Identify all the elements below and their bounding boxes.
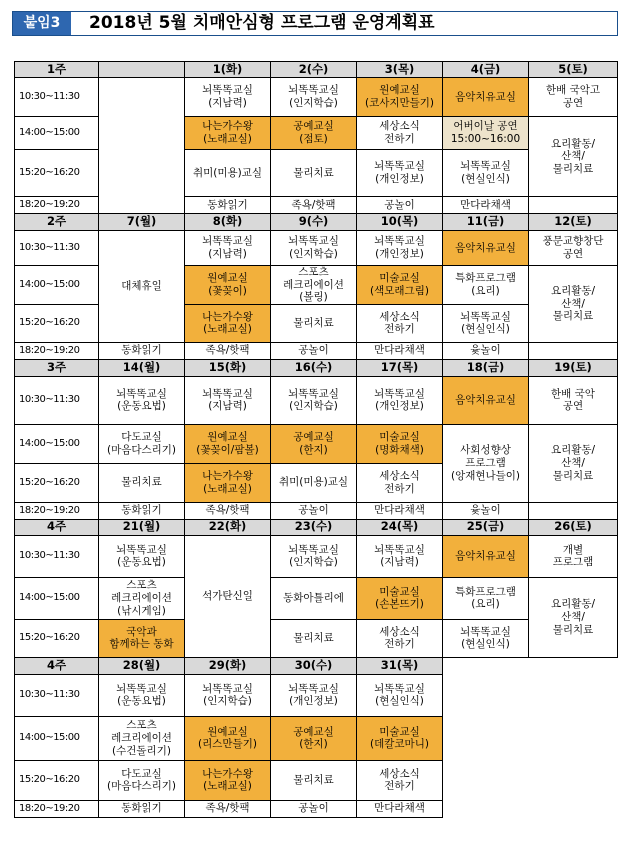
program-cell: 윷놀이 [443, 502, 529, 519]
program-cell: 족욕/핫팩 [271, 197, 357, 214]
holiday-cell: 대체휴일 [99, 231, 185, 343]
program-cell: 공예교실 (한지) [271, 424, 357, 463]
program-cell: 음악치유교실 [443, 376, 529, 424]
program-cell: 족욕/핫팩 [185, 502, 271, 519]
time-slot: 18:20~19:20 [15, 502, 99, 519]
program-cell: 공놀이 [271, 342, 357, 359]
week-label: 3주 [15, 359, 99, 376]
program-cell: 족욕/핫팩 [185, 800, 271, 817]
time-slot: 14:00~15:00 [15, 716, 99, 760]
time-slot: 10:30~11:30 [15, 78, 99, 117]
program-cell: 만다라채색 [357, 800, 443, 817]
holiday-cell: 석가탄신일 [185, 535, 271, 657]
day-header: 16(수) [271, 359, 357, 376]
program-cell: 뇌똑똑교실 (지남력) [357, 535, 443, 577]
program-cell: 뇌똑똑교실 (인지학습) [185, 674, 271, 716]
program-cell: 세상소식 전하기 [357, 117, 443, 150]
program-cell: 윷놀이 [443, 342, 529, 359]
day-header: 29(화) [185, 657, 271, 674]
program-cell: 원예교실 (리스만들기) [185, 716, 271, 760]
time-slot: 18:20~19:20 [15, 342, 99, 359]
title-bar [12, 11, 618, 36]
day-header: 9(수) [271, 214, 357, 231]
program-cell: 물리치료 [271, 150, 357, 197]
time-slot: 14:00~15:00 [15, 117, 99, 150]
day-header: 7(월) [99, 214, 185, 231]
program-cell: 만다라채색 [443, 197, 529, 214]
time-slot: 10:30~11:30 [15, 674, 99, 716]
program-cell: 뇌똑똑교실 (개인정보) [357, 150, 443, 197]
program-cell: 물리치료 [271, 619, 357, 657]
program-cell: 나는가수왕 (노래교실) [185, 117, 271, 150]
program-cell: 동화아틀리에 [271, 577, 357, 619]
program-cell: 음악치유교실 [443, 78, 529, 117]
program-cell: 나는가수왕 (노래교실) [185, 304, 271, 342]
day-header: 11(금) [443, 214, 529, 231]
program-cell: 원예교실 (꽃꽂이/팜볼) [185, 424, 271, 463]
program-cell: 세상소식 전하기 [357, 760, 443, 800]
program-cell: 동화읽기 [99, 800, 185, 817]
day-header: 17(목) [357, 359, 443, 376]
program-cell: 물리치료 [99, 463, 185, 502]
time-slot: 15:20~16:20 [15, 150, 99, 197]
program-cell: 뇌똑똑교실 (인지학습) [271, 535, 357, 577]
time-slot: 10:30~11:30 [15, 376, 99, 424]
program-cell: 요리활동/ 산책/ 물리치료 [529, 577, 618, 657]
program-cell: 풍문교향창단 공연 [529, 231, 618, 266]
time-slot: 10:30~11:30 [15, 535, 99, 577]
time-slot: 14:00~15:00 [15, 577, 99, 619]
time-slot: 15:20~16:20 [15, 760, 99, 800]
program-cell: 공놀이 [357, 197, 443, 214]
day-header: 5(토) [529, 62, 618, 78]
program-cell: 뇌똑똑교실 (운동요법) [99, 535, 185, 577]
program-cell: 나는가수왕 (노래교실) [185, 463, 271, 502]
week-label: 4주 [15, 657, 99, 674]
day-header: 24(목) [357, 519, 443, 535]
empty-cell [99, 78, 185, 214]
program-cell: 만다라채색 [357, 502, 443, 519]
time-slot: 15:20~16:20 [15, 304, 99, 342]
day-header: 2(수) [271, 62, 357, 78]
day-header: 1(화) [185, 62, 271, 78]
day-header: 25(금) [443, 519, 529, 535]
program-cell: 취미(미용)교실 [185, 150, 271, 197]
program-cell: 동화읽기 [185, 197, 271, 214]
program-cell: 뇌똑똑교실 (인지학습) [271, 376, 357, 424]
program-cell: 뇌똑똑교실 (현실인식) [443, 304, 529, 342]
program-cell: 미술교실 (색모래그림) [357, 266, 443, 305]
program-cell: 미술교실 (데칼코마니) [357, 716, 443, 760]
program-cell: 뇌똑똑교실 (지남력) [185, 78, 271, 117]
program-cell: 족욕/핫팩 [185, 342, 271, 359]
program-cell: 물리치료 [271, 304, 357, 342]
day-header: 3(목) [357, 62, 443, 78]
program-cell: 뇌똑똑교실 (인지학습) [271, 231, 357, 266]
program-cell: 세상소식 전하기 [357, 304, 443, 342]
program-cell: 취미(미용)교실 [271, 463, 357, 502]
program-cell: 한배 국악고 공연 [529, 78, 618, 117]
day-header: 18(금) [443, 359, 529, 376]
day-header: 30(수) [271, 657, 357, 674]
document-title: 2018년 5월 치매안심형 프로그램 운영계획표 [89, 13, 435, 33]
program-cell: 만다라채색 [357, 342, 443, 359]
time-slot: 14:00~15:00 [15, 424, 99, 463]
program-cell: 어버이날 공연 15:00~16:00 [443, 117, 529, 150]
program-cell: 물리치료 [271, 760, 357, 800]
program-cell: 스포츠 레크리에이션 (낚시게임) [99, 577, 185, 619]
time-slot: 10:30~11:30 [15, 231, 99, 266]
program-cell: 음악치유교실 [443, 231, 529, 266]
time-slot: 18:20~19:20 [15, 197, 99, 214]
time-slot: 14:00~15:00 [15, 266, 99, 305]
program-cell: 원예교실 (꽃꽂이) [185, 266, 271, 305]
day-header: 14(월) [99, 359, 185, 376]
day-header: 28(월) [99, 657, 185, 674]
program-cell: 공예교실 (점토) [271, 117, 357, 150]
week-label: 1주 [15, 62, 99, 78]
program-cell: 사회성향상 프로그램 (앙재현나들이) [443, 424, 529, 502]
program-cell: 공놀이 [271, 800, 357, 817]
program-cell: 나는가수왕 (노래교실) [185, 760, 271, 800]
day-header: 15(화) [185, 359, 271, 376]
program-cell: 국악과 함께하는 동화 [99, 619, 185, 657]
program-cell: 특화프로그램 (요리) [443, 266, 529, 305]
program-cell: 미술교실 (명화채색) [357, 424, 443, 463]
program-cell: 다도교실 (마음다스리기) [99, 760, 185, 800]
day-header: 4(금) [443, 62, 529, 78]
program-cell: 특화프로그램 (요리) [443, 577, 529, 619]
day-header: 10(목) [357, 214, 443, 231]
day-header-empty [99, 62, 185, 78]
day-header: 22(화) [185, 519, 271, 535]
empty-cell [529, 502, 618, 519]
program-cell: 세상소식 전하기 [357, 619, 443, 657]
program-cell: 뇌똑똑교실 (현실인식) [443, 150, 529, 197]
program-cell: 뇌똑똑교실 (지남력) [185, 231, 271, 266]
day-header: 26(토) [529, 519, 618, 535]
program-cell: 요리활동/ 산책/ 물리치료 [529, 117, 618, 197]
program-cell: 뇌똑똑교실 (개인정보) [271, 674, 357, 716]
time-slot: 15:20~16:20 [15, 463, 99, 502]
program-cell: 요리활동/ 산책/ 물리치료 [529, 266, 618, 343]
program-cell: 스포츠 레크리에이션 (볼링) [271, 266, 357, 305]
blank-area [443, 657, 618, 817]
program-cell: 세상소식 전하기 [357, 463, 443, 502]
program-cell: 뇌똑똑교실 (운동요법) [99, 674, 185, 716]
program-cell: 음악치유교실 [443, 535, 529, 577]
day-header: 12(토) [529, 214, 618, 231]
program-cell: 스포츠 레크리에이션 (수건돌리기) [99, 716, 185, 760]
program-cell: 뇌똑똑교실 (인지학습) [271, 78, 357, 117]
program-cell: 개별 프로그램 [529, 535, 618, 577]
week-label: 2주 [15, 214, 99, 231]
empty-cell [529, 342, 618, 359]
day-header: 31(목) [357, 657, 443, 674]
week-label: 4주 [15, 519, 99, 535]
program-cell: 요리활동/ 산책/ 물리치료 [529, 424, 618, 502]
program-cell: 공놀이 [271, 502, 357, 519]
program-cell: 동화읽기 [99, 502, 185, 519]
program-cell: 원예교실 (코사지만들기) [357, 78, 443, 117]
time-slot: 15:20~16:20 [15, 619, 99, 657]
program-cell: 뇌똑똑교실 (운동요법) [99, 376, 185, 424]
program-cell: 뇌똑똑교실 (개인정보) [357, 231, 443, 266]
day-header: 23(수) [271, 519, 357, 535]
day-header: 8(화) [185, 214, 271, 231]
program-cell: 동화읽기 [99, 342, 185, 359]
day-header: 21(월) [99, 519, 185, 535]
program-cell: 한배 국악 공연 [529, 376, 618, 424]
program-cell: 다도교실 (마음다스리기) [99, 424, 185, 463]
attachment-badge: 붙임3 [13, 12, 71, 35]
empty-cell [529, 197, 618, 214]
program-cell: 공예교실 (한지) [271, 716, 357, 760]
time-slot: 18:20~19:20 [15, 800, 99, 817]
day-header: 19(토) [529, 359, 618, 376]
program-cell: 뇌똑똑교실 (지남력) [185, 376, 271, 424]
schedule-table [14, 61, 618, 818]
program-cell: 미술교실 (손본뜨기) [357, 577, 443, 619]
program-cell: 뇌똑똑교실 (개인정보) [357, 376, 443, 424]
program-cell: 뇌똑똑교실 (현실인식) [443, 619, 529, 657]
program-cell: 뇌똑똑교실 (현실인식) [357, 674, 443, 716]
